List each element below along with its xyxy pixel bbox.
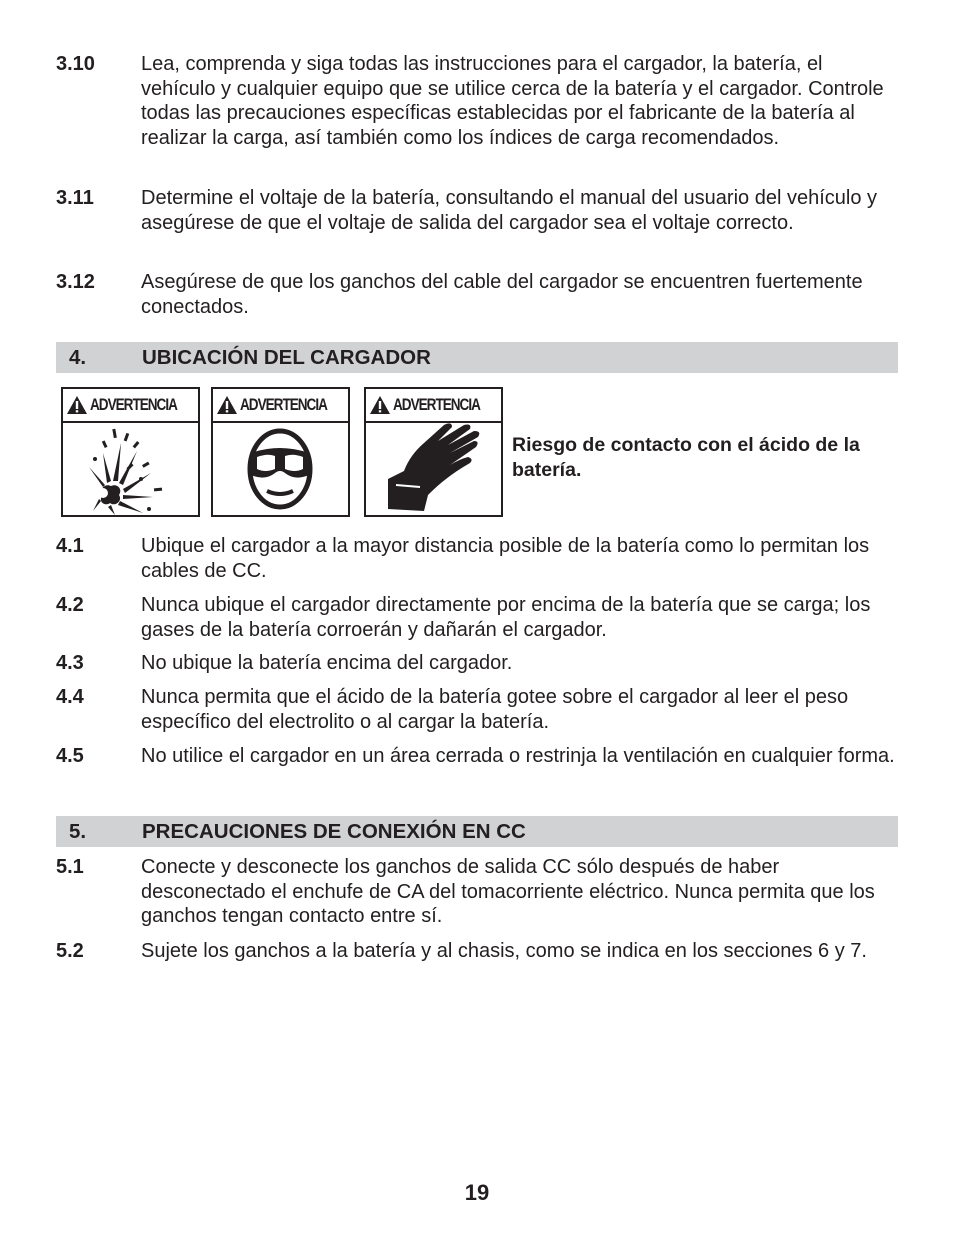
item-number: 4.4 bbox=[56, 686, 84, 708]
item-number: 3.10 bbox=[56, 53, 95, 75]
safety-goggles-icon bbox=[213, 423, 348, 515]
item-3-10 bbox=[56, 52, 898, 150]
item-4-4 bbox=[56, 685, 898, 734]
warning-text: ADVERTENCIA bbox=[90, 395, 177, 414]
item-4-3 bbox=[56, 651, 898, 676]
item-4-5 bbox=[56, 744, 898, 769]
item-text: No utilice el cargador en un área cerrada o restrinja la ventilación en cualquier forma. bbox=[141, 745, 895, 767]
item-number: 3.12 bbox=[56, 271, 95, 293]
item-text: Nunca ubique el cargador directamente por encima de la batería que se carga; los gases de la batería corroerán y dañarán el cargador. bbox=[141, 594, 871, 641]
section-title: PRECAUCIONES DE CONEXIÓN EN CC bbox=[142, 820, 526, 843]
warning-label bbox=[213, 389, 348, 423]
rubber-glove-icon bbox=[366, 423, 501, 515]
item-number: 5.2 bbox=[56, 940, 84, 962]
acid-risk-caption: Riesgo de contacto con el ácido de la batería. bbox=[512, 434, 860, 481]
item-5-1 bbox=[56, 855, 898, 929]
item-text: Nunca permita que el ácido de la batería gotee sobre el cargador al leer el peso específico del electrolito o al cargar la batería. bbox=[141, 686, 849, 733]
item-text: No ubique la batería encima del cargador. bbox=[141, 652, 513, 674]
item-text: Asegúrese de que los ganchos del cable del cargador se encuentren fuertemente conectados. bbox=[141, 271, 863, 318]
item-5-2 bbox=[56, 939, 898, 964]
item-3-12 bbox=[56, 270, 898, 319]
item-number: 5.1 bbox=[56, 856, 84, 878]
warning-box-explosion bbox=[61, 387, 200, 517]
explosion-icon bbox=[63, 423, 198, 515]
warning-text: ADVERTENCIA bbox=[240, 395, 327, 414]
section-header-5 bbox=[56, 816, 898, 847]
item-3-11 bbox=[56, 186, 898, 235]
section-number: 5. bbox=[69, 820, 87, 843]
item-number: 4.1 bbox=[56, 535, 84, 557]
section-number: 4. bbox=[69, 346, 87, 369]
page-number: 19 bbox=[464, 1180, 490, 1205]
warning-label bbox=[366, 389, 501, 423]
item-text: Ubique el cargador a la mayor distancia posible de la batería como lo permitan los cables de CC. bbox=[141, 535, 870, 582]
item-text: Lea, comprenda y siga todas las instrucciones para el cargador, la batería, el vehículo y cualquier equipo que se utilice cerca de la batería y el cargador. Controle todas las precauciones específicas establecidas por el fabricante de la batería al realizar la carga, así también como los índices de carga recomendados. bbox=[141, 53, 884, 149]
item-text: Sujete los ganchos a la batería y al chasis, como se indica en los secciones 6 y 7. bbox=[141, 940, 867, 962]
warning-triangle-icon bbox=[369, 395, 391, 415]
warning-box-goggles bbox=[211, 387, 350, 517]
item-number: 4.3 bbox=[56, 652, 84, 674]
item-number: 4.5 bbox=[56, 745, 84, 767]
warning-text: ADVERTENCIA bbox=[393, 395, 480, 414]
item-4-1 bbox=[56, 534, 898, 583]
item-number: 4.2 bbox=[56, 594, 84, 616]
warning-triangle-icon bbox=[66, 395, 88, 415]
section-header-4 bbox=[56, 342, 898, 373]
item-text: Determine el voltaje de la batería, consultando el manual del usuario del vehículo y asegúrese de que el voltaje de salida del cargador sea el voltaje correcto. bbox=[141, 187, 877, 234]
item-4-2 bbox=[56, 593, 898, 642]
warning-label bbox=[63, 389, 198, 423]
warning-box-glove bbox=[364, 387, 503, 517]
item-text: Conecte y desconecte los ganchos de salida CC sólo después de haber desconectado el enchufe de CA del tomacorriente eléctrico. Nunca permita que los ganchos tengan contacto entre sí. bbox=[141, 856, 875, 927]
section-title: UBICACIÓN DEL CARGADOR bbox=[142, 346, 431, 369]
warning-triangle-icon bbox=[216, 395, 238, 415]
item-number: 3.11 bbox=[56, 187, 94, 209]
